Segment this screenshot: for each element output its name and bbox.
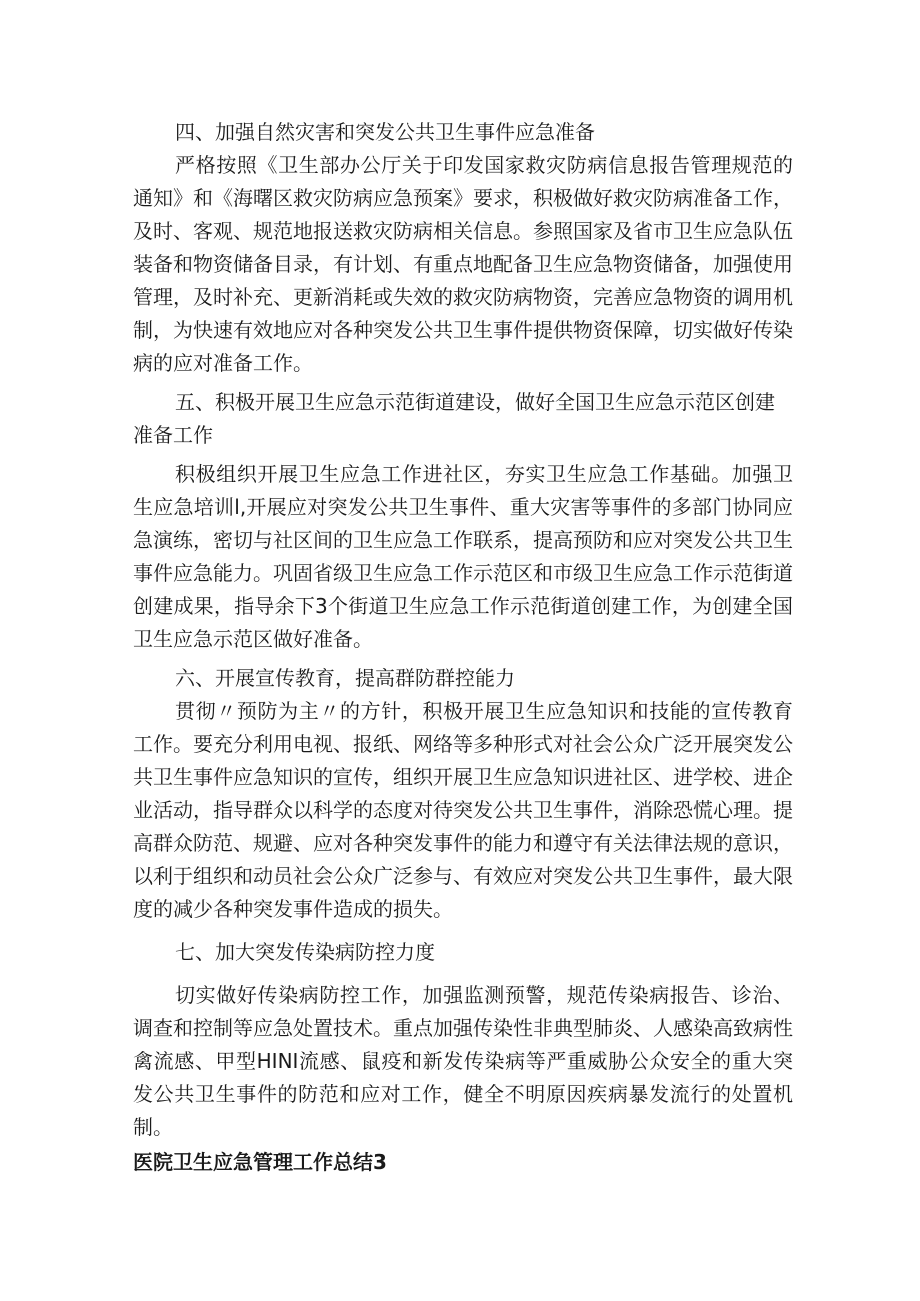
section-heading-6: 六、开展宣传教育，提高群防群控能力 [175, 666, 515, 690]
document-body [133, 116, 793, 1179]
section-body-6: 贯彻〃预防为主〃的方针，积极开展卫生应急知识和技能的宣传教育工作。要充分利用电视、报纸、网络等多种形式对社会公众广泛开展突发公共卫生事件应急知识的宣传，组织开展卫生应急知识进社区、进学校、进企业活动，指导群众以科学的态度对待突发公共卫生事件，消除恐慌心理。提高群众防范、规避、应对各种突发事件的能力和遵守有关法律法规的意识，以利于组织和动员社会公众广泛参与、有效应对突发公共卫生事件，最大限度的减少各种突发事件造成的损失。 [133, 699, 793, 921]
section-heading-7: 七、加大突发传染病防控力度 [175, 940, 435, 964]
section-body-4: 严格按照《卫生部办公厅关于印发国家救灾防病信息报告管理规范的通知》和《海曙区救灾防病应急预案》要求，积极做好救灾防病准备工作，及时、客观、规范地报送救灾防病相关信息。参照国家及省市卫生应急队伍装备和物资储备目录，有计划、有重点地配备卫生应急物资储备，加强使用管理，及时补充、更新消耗或失效的救灾防病物资，完善应急物资的调用机制，为快速有效地应对各种突发公共卫生事件提供物资保障，切实做好传染病的应对准备工作。 [133, 153, 793, 375]
section-body-7: 切实做好传染病防控工作，加强监测预警，规范传染病报告、诊治、调查和控制等应急处置技术。重点加强传染性非典型肺炎、人感染高致病性禽流感、甲型HINI流感、鼠疫和新发传染病等严重威胁公众安全的重大突发公共卫生事件的防范和应对工作，健全不明原因疾病暴发流行的处置机制。 [133, 983, 793, 1139]
section-body-5: 积极组织开展卫生应急工作进社区，夯实卫生应急工作基础。加强卫生应急培训l,开展应对突发公共卫生事件、重大灾害等事件的多部门协同应急演练，密切与社区间的卫生应急工作联系，提高预防和应对突发公共卫生事件应急能力。巩固省级卫生应急工作示范区和市级卫生应急工作示范街道创建成果，指导余下3个街道卫生应急工作示范街道创建工作，为创建全国卫生应急示范区做好准备。 [133, 462, 793, 651]
next-document-title: 医院卫生应急管理工作总结3 [133, 1150, 387, 1174]
section-heading-5: 五、积极开展卫生应急示范街道建设，做好全国卫生应急示范区创建准备工作 [133, 390, 775, 447]
section-heading-4: 四、加强自然灾害和突发公共卫生事件应急准备 [175, 120, 595, 144]
